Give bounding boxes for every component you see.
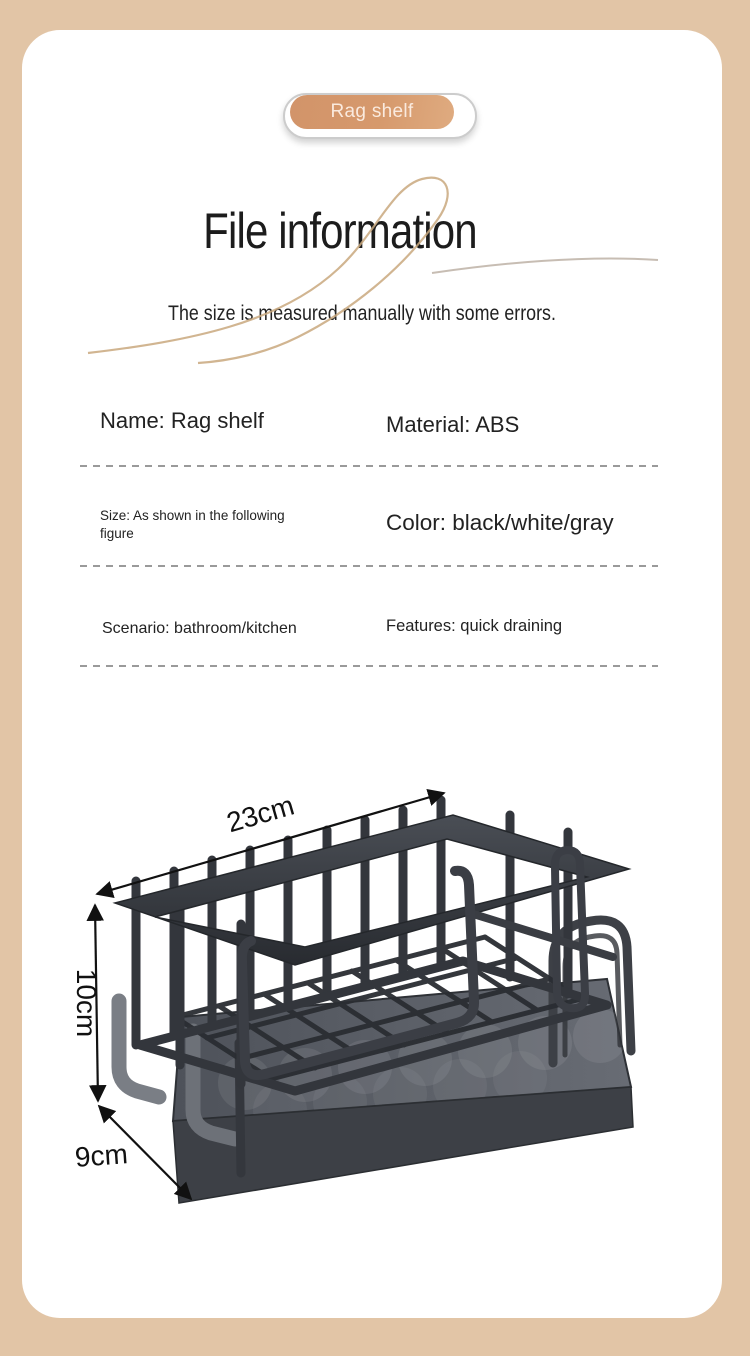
spec-color: Color: black/white/gray <box>386 510 614 535</box>
divider <box>80 665 658 667</box>
product-badge <box>283 93 477 139</box>
dimension-label-height: 10cm <box>71 968 102 1038</box>
product-diagram <box>55 765 695 1245</box>
badge-pill <box>290 95 454 129</box>
swoosh-tail <box>432 258 658 273</box>
decorative-swoosh-graphic <box>80 165 660 385</box>
spec-size: Size: As shown in the following figure <box>100 508 285 541</box>
page-subtitle: The size is measured manually with some errors. <box>168 302 556 325</box>
divider <box>80 465 658 467</box>
spec-features: Features: quick draining <box>386 617 563 635</box>
spec-scenario: Scenario: bathroom/kitchen <box>102 620 297 637</box>
product-info-card <box>22 30 722 1318</box>
divider <box>80 565 658 567</box>
badge-label: Rag shelf <box>330 101 414 122</box>
dimension-label-depth: 9cm <box>73 1138 129 1173</box>
spec-name: Name: Rag shelf <box>100 408 264 433</box>
dimension-label-width: 23cm <box>223 789 298 839</box>
spec-material: Material: ABS <box>386 412 520 437</box>
page-title: File information <box>203 203 477 259</box>
